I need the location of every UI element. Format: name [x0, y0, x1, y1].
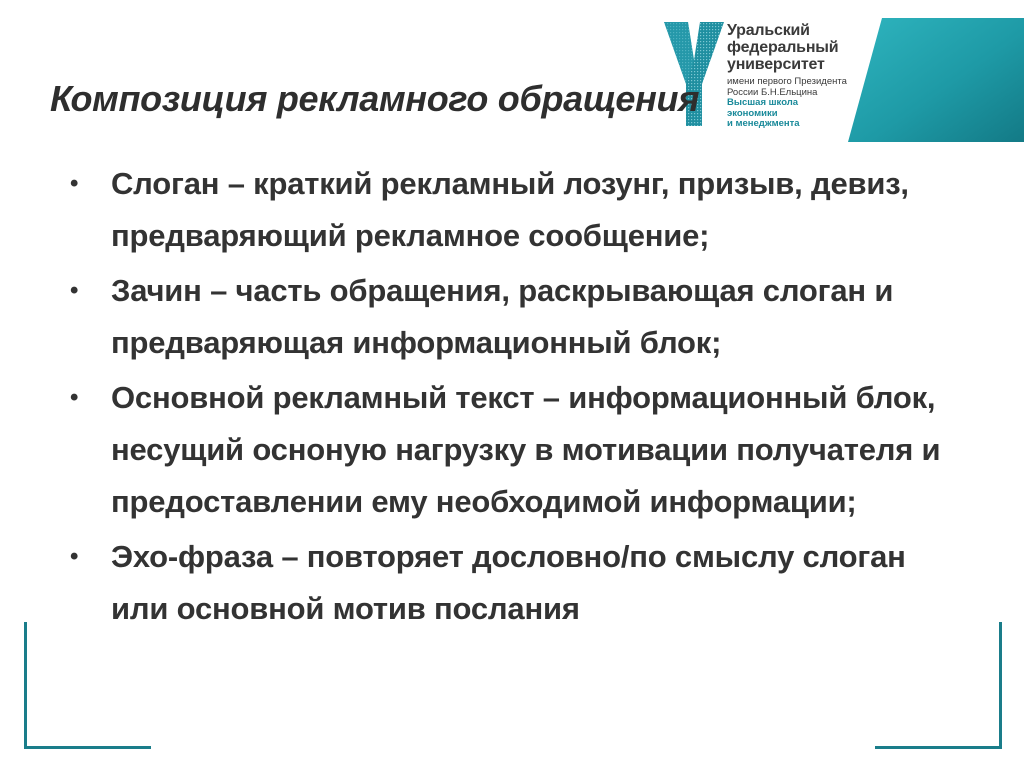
bullet-dot-icon: • — [70, 384, 79, 411]
page-title: Композиция рекламного обращения — [50, 78, 700, 119]
bullet-text: Зачин – часть обращения, раскрывающая слоган и предваряющая информационный блок; — [111, 273, 894, 360]
list-item — [70, 158, 970, 262]
bullet-list — [70, 158, 970, 638]
bullet-dot-icon: • — [70, 277, 79, 304]
logo-school-1: Высшая школа — [727, 97, 799, 108]
logo-line-2: федеральный — [727, 39, 839, 56]
teal-decor-block — [848, 18, 1024, 142]
logo-line-3: университет — [727, 56, 825, 73]
logo-school-2: экономики — [727, 107, 778, 119]
logo-line-1: Уральский — [727, 22, 810, 39]
bullet-text: Эхо-фраза – повторяет дословно/по смыслу слоган или основной мотив послания — [111, 539, 906, 626]
list-item — [70, 265, 970, 369]
bullet-dot-icon: • — [70, 170, 79, 197]
list-item — [70, 372, 970, 528]
bullet-text: Слоган – краткий рекламный лозунг, призыв, девиз, предваряющий рекламное сообщение; — [111, 166, 909, 253]
logo-subtitle-2: России Б.Н.Ельцина — [727, 87, 818, 98]
bullet-text: Основной рекламный текст – информационный блок, несущий осноную нагрузку в мотивации получателя и предоставлении ему необходимой информации; — [111, 380, 941, 519]
logo-text — [727, 22, 867, 130]
frame-corner-right — [875, 622, 1002, 749]
bullet-dot-icon: • — [70, 543, 79, 570]
list-item — [70, 531, 970, 635]
logo-school-3: и менеджмента — [727, 118, 800, 129]
frame-corner-left — [24, 622, 151, 749]
logo-subtitle-1: имени первого Президента — [727, 76, 847, 87]
